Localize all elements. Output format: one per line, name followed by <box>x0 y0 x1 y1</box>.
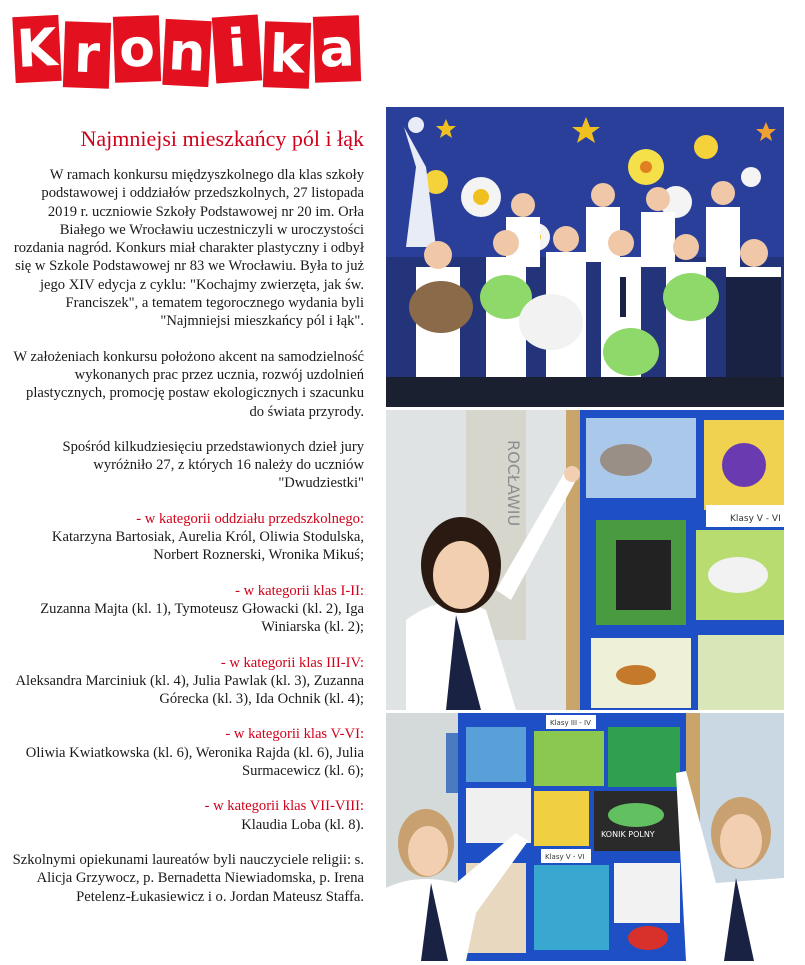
laureate-names: Zuzanna Majta (kl. 1), Tymoteusz Głowacki (kl. 2), Iga Winiarska (kl. 2); <box>40 600 364 636</box>
photo-column <box>386 107 784 964</box>
laureate-names: Oliwia Kwiatkowska (kl. 6), Weronika Rajda (kl. 6), Julia Surmacewicz (kl. 6); <box>25 744 364 780</box>
artwork-caption: KONIK POLNY <box>601 830 655 839</box>
category-label: - w kategorii klas I-II: <box>235 582 364 599</box>
logo-letter: a <box>313 15 361 83</box>
logo-letter: r <box>63 21 111 89</box>
group-photo[interactable] <box>386 107 784 407</box>
laureate-names: Klaudia Loba (kl. 8). <box>241 816 364 833</box>
category-5-6 <box>12 725 364 780</box>
category-1-2 <box>12 582 364 637</box>
logo-letter: n <box>162 19 211 87</box>
category-label: - w kategorii klas V-VI: <box>225 726 364 743</box>
board-label-top: Klasy III - IV <box>550 719 591 727</box>
caretakers-paragraph: Szkolnymi opiekunami laureatów byli nauczyciele religii: s. Alicja Grzywocz, p. Bernadetta Niewiadomska, p. Irena Petelenz-Łukasiewicz i o. Jordan Mateusz Staffa. <box>12 851 364 905</box>
kronika-logo[interactable] <box>14 16 360 88</box>
category-label: - w kategorii oddziału przedszkolnego: <box>136 510 364 527</box>
board-label-mid: Klasy V - VI <box>545 853 585 861</box>
logo-letter: K <box>12 15 61 83</box>
results-paragraph: Spośród kilkudziesięciu przedstawionych dzieł jury wyróżniło 27, z których 16 należy do uczniów "Dwudziestki" <box>62 438 364 492</box>
artwork-board-photo[interactable] <box>386 410 784 710</box>
category-preschool <box>12 510 364 565</box>
article-body <box>12 126 364 923</box>
article-title: Najmniejsi mieszkańcy pól i łąk <box>80 126 364 151</box>
goals-paragraph: W założeniach konkursu położono akcent na samodzielność wykonanych prac przez ucznia, rozwój uzdolnień plastycznych, promocję postaw ekologicznych i szacunku do świata przyrody. <box>13 348 364 420</box>
logo-letter: k <box>263 21 311 89</box>
logo-letter: o <box>113 15 161 83</box>
category-label: - w kategorii klas III-IV: <box>220 654 364 671</box>
laureates-board-photo[interactable] <box>386 713 784 961</box>
wall-sign-text: ROCŁAWIU <box>504 440 523 527</box>
category-3-4 <box>12 654 364 709</box>
category-label: - w kategorii klas VII-VIII: <box>204 798 364 815</box>
logo-letter: i <box>212 14 262 83</box>
board-label: Klasy V - VI <box>730 514 781 524</box>
laureate-names: Katarzyna Bartosiak, Aurelia Król, Oliwia Stodulska, Norbert Roznerski, Wronika Mikuś; <box>51 529 364 564</box>
intro-paragraph: W ramach konkursu międzyszkolnego dla klas szkoły podstawowej i oddziałów przedszkolnych, 27 listopada 2019 r. uczniowie Szkoły Podstawowej nr 20 im. Orła Białego we Wrocławiu uczestniczyli w uroczystości rozdania nagród. Konkurs miał charakter plastyczny i odbył się w Szkole Podstawowej nr 83 we Wrocławiu. Była to już jego XIV edycja z cyklu: "Kochajmy zwierzęta, jak św. Franciszek", a tematem tegorocznego wydania byli "Najmniejsi mieszkańcy pól i łąk". <box>13 167 364 330</box>
category-7-8 <box>12 797 364 834</box>
laureate-names: Aleksandra Marciniuk (kl. 4), Julia Pawlak (kl. 3), Zuzanna Górecka (kl. 3), Ida Ochnik (kl. 4); <box>15 672 364 708</box>
